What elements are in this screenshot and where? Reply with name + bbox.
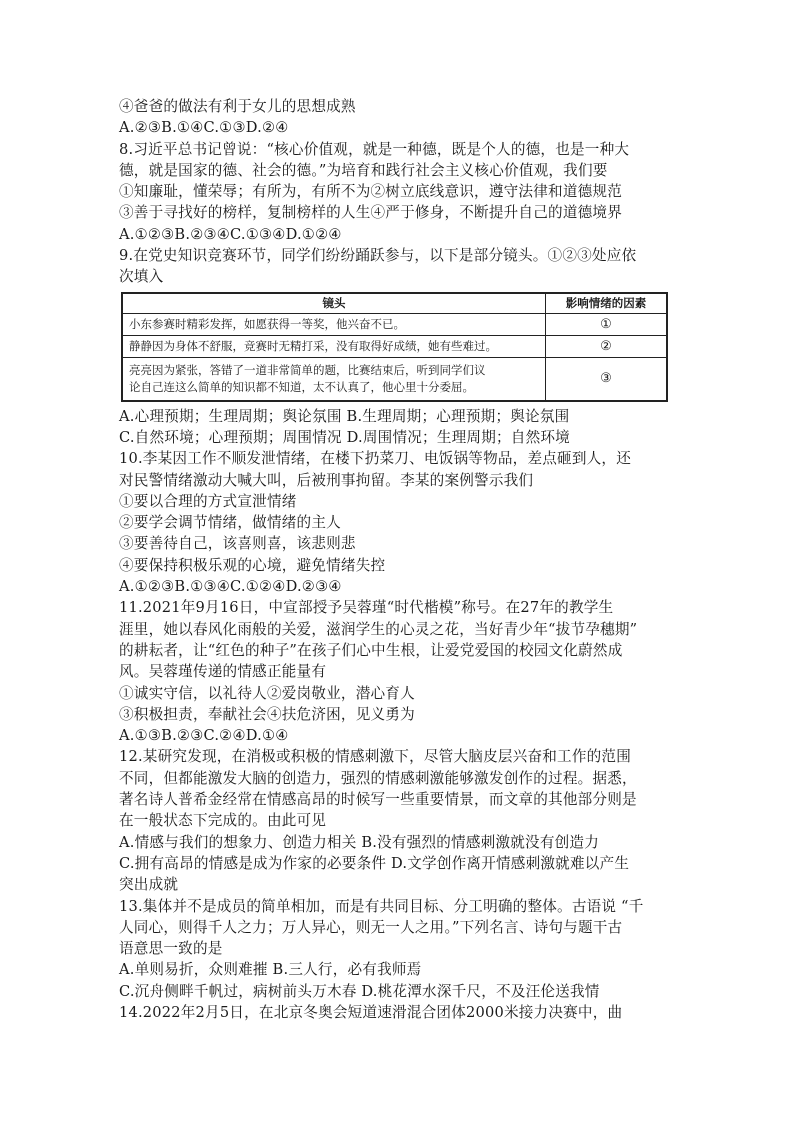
text-line: 德，就是国家的德、社会的德。”为培育和践行社会主义核心价值观，我们要 — [119, 161, 608, 179]
text-line: 次填入 — [119, 268, 164, 286]
text-line: ④爸爸的做法有利于女儿的思想成熟 — [119, 98, 356, 115]
answer-options: C.自然环境；心理预期；周围情况 D.周围情况；生理周期；自然环境 — [119, 428, 570, 446]
answer-options: A.情感与我们的想象力、创造力相关 B.没有强烈的情感刺激就没有创造力 — [119, 833, 599, 851]
text-line: 风。吴蓉瑾传递的情感正能量有 — [119, 663, 327, 681]
question-12: 12.某研究发现，在消极或积极的情感刺激下，尽管大脑皮层兴奋和工作的范围 — [119, 748, 632, 766]
scene-cell — [122, 357, 546, 401]
question-8: 8.习近平总书记曾说：“核心价值观，就是一种德，既是个人的德，也是一种大 — [119, 140, 630, 158]
text-line: 突出成就 — [119, 876, 179, 894]
table-row — [122, 357, 667, 401]
question-14: 14.2022年2月5日，在北京冬奥会短道速滑混合团体2000米接力决赛中，曲 — [119, 1003, 623, 1021]
text-line: ①要以合理的方式宣泄情绪 — [119, 492, 297, 510]
text-line: ①诚实守信，以礼待人②爱岗敬业，潜心育人 — [119, 684, 415, 702]
text-line: ②要学会调节情绪，做情绪的主人 — [119, 514, 341, 532]
text-line: 涯里，她以春风化雨般的关爱，滋润学生的心灵之花，当好青少年“拔节孕穗期” — [119, 620, 638, 638]
text-line: 在一般状态下完成的。由此可见 — [119, 812, 327, 830]
factor-cell: ③ — [546, 357, 668, 401]
scene-line: 论自己连这么简单的知识都不知道，太不认真了，他心里十分委屈。 — [129, 379, 474, 394]
answer-options: C.拥有高昂的情感是成为作家的必要条件 D.文学创作离开情感刺激就难以产生 — [119, 854, 630, 872]
question-13: 13.集体并不是成员的简单相加，而是有共同目标、分工明确的整体。古语说 “千 — [119, 897, 644, 915]
text-line: 著名诗人普希金经常在情感高昂的时候写一些重要情景，而文章的其他部分则是 — [119, 791, 637, 809]
text-line: ③要善待自己，该喜则喜，该悲则悲 — [119, 535, 356, 553]
text-line: ④要保持积极乐观的心境，避免情绪失控 — [119, 556, 386, 574]
table-row — [122, 313, 667, 335]
question-11: 11.2021年9月16日，中宣部授予吴蓉瑾“时代楷模”称号。在27年的教学生 — [119, 599, 614, 617]
text-line: 对民警情绪激动大喊大叫，后被刑事拘留。李某的案例警示我们 — [119, 471, 534, 489]
text-line: ③善于寻找好的榜样，复制榜样的人生④严于修身，不断提升自己的道德境界 — [119, 204, 622, 222]
text-line: 语意思一致的是 — [119, 940, 223, 958]
header-scene: 镜头 — [122, 293, 546, 314]
scene-factor-table — [121, 292, 668, 402]
answer-options: A.①②③B.①③④C.①②④D.②③④ — [119, 578, 342, 596]
scene-line: 亮亮因为紧张，答错了一道非常简单的题，比赛结束后，听到同学们议 — [129, 362, 486, 377]
answer-options: C.沉舟侧畔千帆过，病树前头万木春 D.桃花潭水深千尺，不及汪伦送我情 — [119, 982, 600, 1000]
question-10: 10.李某因工作不顺发泄情绪，在楼下扔菜刀、电饭锅等物品，差点砸到人，还 — [119, 450, 632, 468]
scene-cell: 静静因为身体不舒服，竞赛时无精打采，没有取得好成绩，她有些难过。 — [122, 335, 546, 357]
text-block-top — [119, 96, 679, 288]
text-line: 人同心，则得千人之力；万人异心，则无一人之用。”下列名言、诗句与题干古 — [119, 918, 623, 936]
answer-options: A.②③B.①④C.①③D.②④ — [119, 119, 289, 137]
factor-cell: ① — [546, 313, 668, 335]
table-header-row — [122, 293, 667, 314]
text-line: 不同，但都能激发大脑的创造力，强烈的情感刺激能够激发创作的过程。据悉， — [119, 769, 637, 787]
table-row — [122, 335, 667, 357]
header-factor: 影响情绪的因素 — [546, 293, 668, 314]
answer-options: A.心理预期；生理周期；舆论氛围 B.生理周期；心理预期；舆论氛围 — [119, 407, 570, 425]
text-line: 的耕耘者，让“红色的种子”在孩子们心中生根，让爱党爱国的校园文化蔚然成 — [119, 641, 623, 659]
answer-options: A.①③B.②③C.②④D.①④ — [119, 727, 289, 745]
answer-options: A.单则易折，众则难摧 B.三人行，必有我师焉 — [119, 961, 422, 979]
scene-cell: 小东参赛时精彩发挥，如愿获得一等奖，他兴奋不已。 — [122, 313, 546, 335]
text-block-bottom — [119, 406, 679, 1024]
answer-options: A.①②③B.②③④C.①③④D.①②④ — [119, 225, 342, 243]
text-line: ①知廉耻，懂荣辱；有所为，有所不为②树立底线意识，遵守法律和道德规范 — [119, 183, 622, 201]
factor-cell: ② — [546, 335, 668, 357]
question-9: 9.在党史知识竞赛环节，同学们纷纷踊跃参与，以下是部分镜头。①②③处应依 — [119, 247, 637, 265]
text-line: ③积极担责，奉献社会④扶危济困，见义勇为 — [119, 705, 415, 723]
exam-page — [119, 96, 679, 1023]
